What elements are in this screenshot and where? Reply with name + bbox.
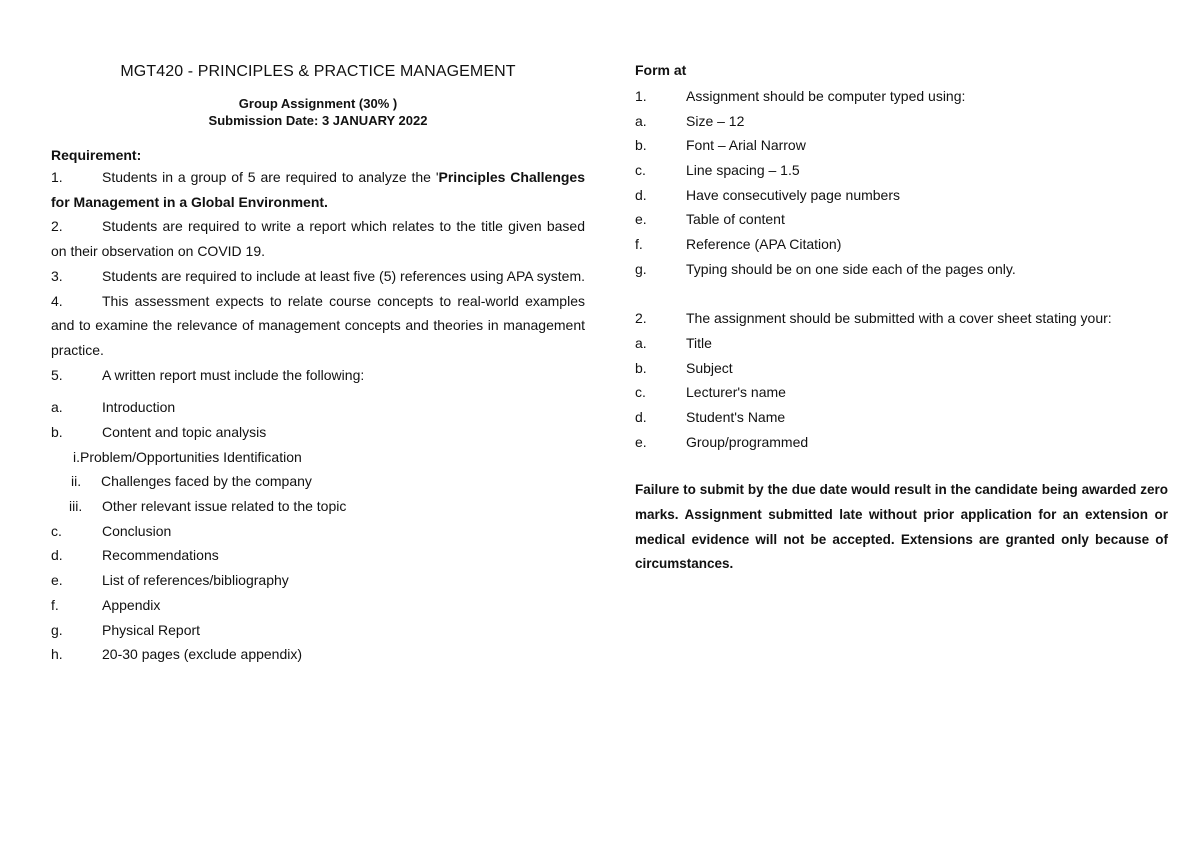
list-text: The assignment should be submitted with a cover sheet stating your: xyxy=(686,310,1112,327)
list-item xyxy=(51,519,585,544)
requirement-text: A written report must include the following: xyxy=(102,366,365,383)
list-marker: d. xyxy=(635,186,647,203)
requirement-text: Students are required to write a report which relates to the title given based on their observation on COVID 19. xyxy=(51,218,585,260)
list-text: Size – 12 xyxy=(686,112,745,129)
list-marker: g. xyxy=(635,260,647,277)
list-text: Reference (APA Citation) xyxy=(686,236,842,253)
format-sub-item xyxy=(635,405,1168,430)
list-marker: c. xyxy=(51,522,62,539)
format-sub-item xyxy=(635,133,1168,158)
requirement-3 xyxy=(51,264,585,289)
list-marker: b. xyxy=(51,424,63,441)
list-text: Title xyxy=(686,334,712,351)
list-marker: c. xyxy=(635,384,646,401)
list-marker: f. xyxy=(635,236,643,253)
format-item xyxy=(635,84,1168,109)
list-text: Student's Name xyxy=(686,408,786,425)
list-marker: ii. xyxy=(71,473,82,490)
requirement-5 xyxy=(51,363,585,388)
requirement-bold-title: Principles Challenges for Management in a Global Environment. xyxy=(51,169,585,210)
list-marker: a. xyxy=(635,112,647,129)
list-marker: a. xyxy=(635,334,647,351)
list-marker: e. xyxy=(635,433,647,450)
spacer xyxy=(635,282,1168,307)
list-marker: e. xyxy=(51,572,63,589)
format-sub-item xyxy=(635,183,1168,208)
sub-list-item xyxy=(51,469,585,494)
right-column xyxy=(635,60,1168,577)
format-item xyxy=(635,306,1168,331)
list-text: Physical Report xyxy=(102,621,201,638)
group-assignment-label: Group Assignment (30% ) xyxy=(238,96,398,111)
list-text: Typing should be on one side each of the pages only. xyxy=(686,260,1016,277)
list-item xyxy=(51,618,585,643)
list-text: Have consecutively page numbers xyxy=(686,186,901,203)
list-marker: iii. xyxy=(69,498,83,515)
sub-list-item xyxy=(51,494,585,519)
list-text: Conclusion xyxy=(102,522,172,539)
list-marker: b. xyxy=(635,137,647,154)
requirement-text: Students are required to include at least five (5) references using APA system. xyxy=(102,267,585,284)
list-text: Other relevant issue related to the topic xyxy=(102,498,347,515)
list-text: Appendix xyxy=(102,596,161,613)
list-marker: i. xyxy=(73,448,80,465)
list-item xyxy=(51,593,585,618)
sub-list-item xyxy=(51,445,585,470)
list-text: Line spacing – 1.5 xyxy=(686,162,800,179)
requirement-number: 4. xyxy=(51,292,63,309)
list-marker: c. xyxy=(635,162,646,179)
format-sub-item xyxy=(635,109,1168,134)
left-column xyxy=(51,60,585,667)
format-heading: Form at xyxy=(635,62,687,78)
list-text: Table of content xyxy=(686,211,785,228)
list-item xyxy=(51,395,585,420)
list-text: Recommendations xyxy=(102,547,219,564)
requirement-2 xyxy=(51,214,585,263)
requirement-number: 2. xyxy=(51,218,63,235)
late-submission-notice: Failure to submit by the due date would result in the candidate being awarded zero marks. Assignment submitted late without prior application for an extension or medical evidence will not be accepted. Extensions are granted only because of circumstances. xyxy=(635,482,1168,572)
list-item xyxy=(51,420,585,445)
requirement-number: 3. xyxy=(51,267,63,284)
format-sub-item xyxy=(635,257,1168,282)
requirement-number: 1. xyxy=(51,169,63,185)
list-marker: f. xyxy=(51,596,59,613)
requirement-heading: Requirement: xyxy=(51,147,142,163)
list-text: Introduction xyxy=(102,399,176,416)
list-marker: a. xyxy=(51,399,63,416)
list-item xyxy=(51,543,585,568)
list-text: 20-30 pages (exclude appendix) xyxy=(102,646,303,663)
list-text: Font – Arial Narrow xyxy=(686,137,806,154)
list-text: Group/programmed xyxy=(686,433,809,450)
requirement-4 xyxy=(51,289,585,363)
list-text: Challenges faced by the company xyxy=(101,473,312,490)
list-text: Problem/Opportunities Identification xyxy=(80,448,302,465)
format-sub-item xyxy=(635,158,1168,183)
format-sub-item xyxy=(635,232,1168,257)
list-marker: g. xyxy=(51,621,63,638)
list-text: List of references/bibliography xyxy=(102,572,289,589)
list-item xyxy=(51,642,585,667)
document-title: MGT420 - PRINCIPLES & PRACTICE MANAGEMENT xyxy=(120,63,516,80)
format-sub-item xyxy=(635,331,1168,356)
format-sub-item xyxy=(635,356,1168,381)
list-marker: d. xyxy=(51,547,63,564)
list-text: Assignment should be computer typed using: xyxy=(686,88,966,104)
list-text: Subject xyxy=(686,359,733,376)
list-item xyxy=(51,568,585,593)
format-sub-item xyxy=(635,430,1168,455)
list-marker: d. xyxy=(635,408,647,425)
requirement-1 xyxy=(51,165,585,214)
list-marker: e. xyxy=(635,211,647,228)
format-sub-item xyxy=(635,380,1168,405)
submission-date: Submission Date: 3 JANUARY 2022 xyxy=(208,113,428,128)
format-sub-item xyxy=(635,207,1168,232)
list-marker: b. xyxy=(635,359,647,376)
list-text: Lecturer's name xyxy=(686,384,786,401)
list-marker: h. xyxy=(51,646,63,663)
list-text: Content and topic analysis xyxy=(102,424,267,441)
list-marker: 1. xyxy=(635,88,647,104)
requirement-text: Students in a group of 5 are required to analyze the ' xyxy=(102,169,439,185)
requirement-number: 5. xyxy=(51,366,63,383)
list-marker: 2. xyxy=(635,310,647,327)
requirement-text: This assessment expects to relate course concepts to real-world examples and to examine the relevance of management concepts and theories in management practice. xyxy=(51,292,585,358)
